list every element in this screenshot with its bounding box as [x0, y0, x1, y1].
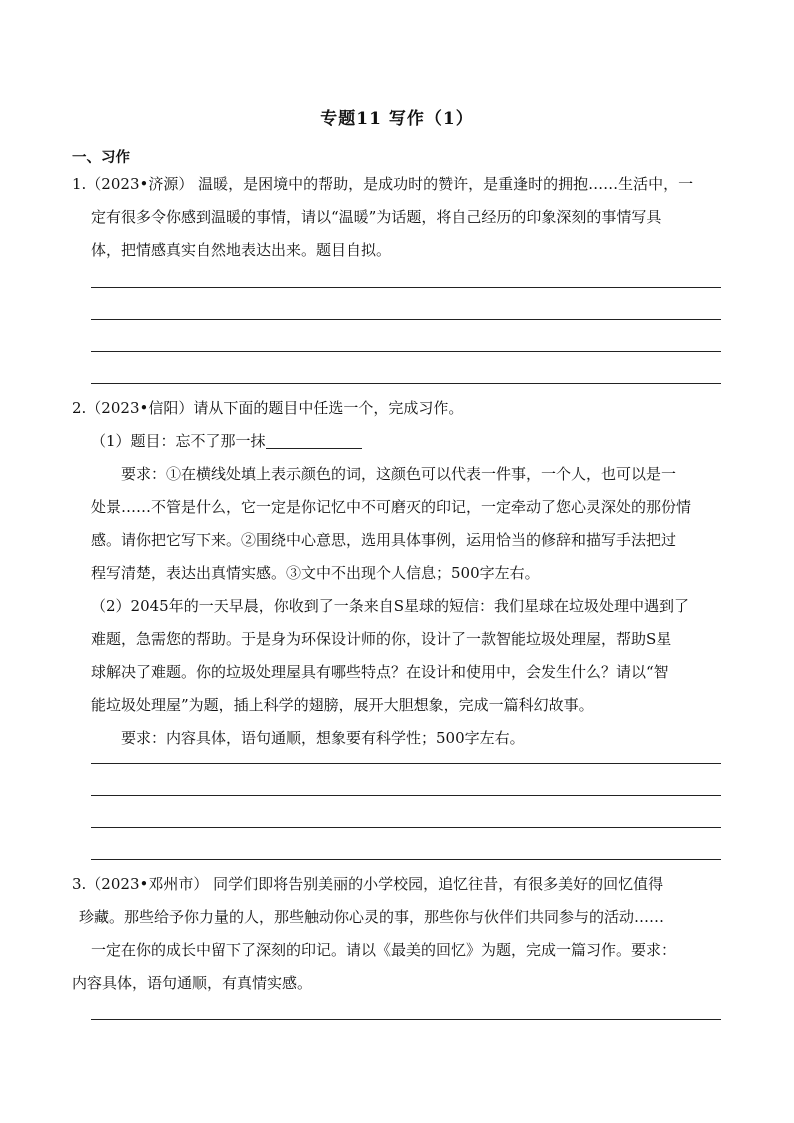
question-1: [72, 168, 693, 267]
q2-topic-2-line: 能垃圾处理屋”为题，插上科学的翅膀，展开大胆想象，完成一篇科幻故事。: [91, 696, 594, 714]
q2-req1-line: 程写清楚，表达出真情实感。③文中不出现个人信息；500字左右。: [91, 564, 540, 582]
q2-req2: 要求：内容具体，语句通顺，想象要有科学性；500字左右。: [121, 729, 525, 747]
q3-line: 一定在你的成长中留下了深刻的印记。请以《最美的回忆》为题，完成一篇习作。要求：: [91, 941, 677, 959]
question-3: [72, 868, 676, 1000]
page-title: 专题11 写作（1）: [320, 109, 474, 129]
q2-req1-line: 处景……不管是什么，它一定是你记忆中不可磨灭的印记，一定牵动了您心灵深处的那份情: [91, 498, 692, 516]
q2-topic-2-line: 球解决了难题。你的垃圾处理屋具有哪些特点？在设计和使用中，会发生什么？请以“智: [91, 663, 669, 681]
q1-line: 体，把情感真实自然地表达出来。题目自拟。: [91, 241, 392, 259]
q2-topic-1-label: （1）题目：忘不了那一抹: [91, 432, 266, 450]
q1-line: 1.（2023•济源） 温暖，是困境中的帮助，是成功时的赞许，是重逢时的拥抱……生活中，一: [72, 175, 694, 193]
q2-topic-2-line: 难题，急需您的帮助。于是身为环保设计师的你，设计了一款智能垃圾处理屋，帮助S星: [91, 630, 672, 648]
fill-in-blank[interactable]: [266, 432, 362, 449]
q1-line: 定有很多令你感到温暖的事情，请以“温暖”为话题，将自己经历的印象深刻的事情写具: [91, 208, 662, 226]
q2-req1-line: 要求：①在横线处填上表示颜色的词，这颜色可以代表一件事，一个人，也可以是一: [121, 465, 677, 483]
q2-intro: 2.（2023•信阳）请从下面的题目中任选一个，完成习作。: [72, 399, 464, 417]
answer-line[interactable]: [91, 383, 721, 384]
answer-line[interactable]: [91, 319, 721, 320]
q3-line: 3.（2023•邓州市） 同学们即将告别美丽的小学校园，追忆往昔，有很多美好的回忆值得: [72, 875, 664, 893]
q2-req1-line: 感。请你把它写下来。②围绕中心意思，选用具体事例，运用恰当的修辞和描写手法把过: [91, 531, 677, 549]
q3-line: 珍藏。那些给予你力量的人，那些触动你心灵的事，那些你与伙伴们共同参与的活动……: [79, 908, 665, 926]
answer-line[interactable]: [91, 859, 721, 860]
answer-line[interactable]: [91, 827, 721, 828]
q3-line: 内容具体，语句通顺，有真情实感。: [72, 974, 313, 992]
q2-topic-1: [91, 425, 691, 458]
q2-topic-2-line: （2）2045年的一天早晨，你收到了一条来自S星球的短信：我们星球在垃圾处理中遇到了: [91, 597, 689, 615]
answer-line[interactable]: [91, 763, 721, 764]
answer-line[interactable]: [91, 287, 721, 288]
section-heading: 一、习作: [72, 149, 130, 166]
answer-line[interactable]: [91, 1019, 721, 1020]
question-2: [72, 392, 691, 755]
answer-line[interactable]: [91, 795, 721, 796]
answer-line[interactable]: [91, 351, 721, 352]
